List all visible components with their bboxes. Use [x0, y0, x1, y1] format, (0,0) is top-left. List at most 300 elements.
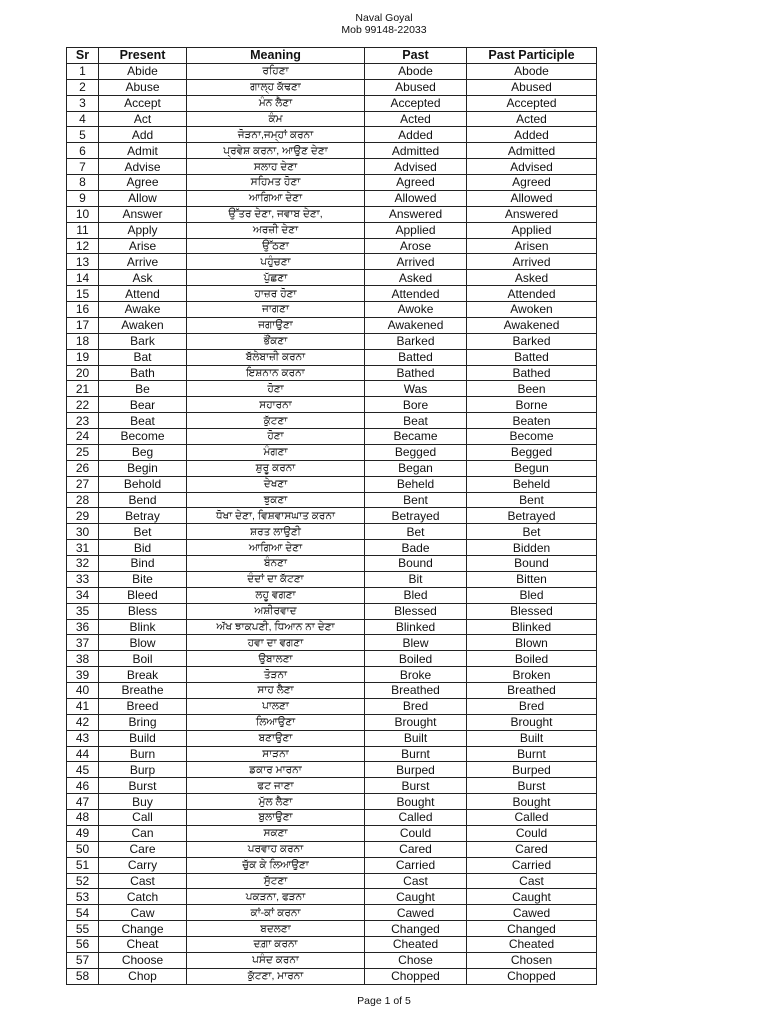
cell-present: Awake [99, 302, 187, 318]
cell-meaning: ਅਰਜ਼ੀ ਦੇਣਾ [187, 222, 365, 238]
cell-past: Advised [365, 159, 467, 175]
cell-meaning: ਬੰਨਣਾ [187, 556, 365, 572]
cell-sr: 5 [67, 127, 99, 143]
cell-sr: 25 [67, 444, 99, 460]
cell-sr: 24 [67, 429, 99, 445]
table-row [67, 556, 597, 572]
table-row [67, 476, 597, 492]
cell-meaning: ਕੁੱਟਣਾ [187, 413, 365, 429]
cell-sr: 33 [67, 571, 99, 587]
header-present: Present [99, 48, 187, 64]
cell-sr: 41 [67, 698, 99, 714]
table-row [67, 905, 597, 921]
table-row [67, 651, 597, 667]
cell-sr: 14 [67, 270, 99, 286]
cell-past-participle: Beheld [467, 476, 597, 492]
cell-sr: 16 [67, 302, 99, 318]
table-row [67, 857, 597, 873]
page-number: Page 1 of 5 [357, 995, 411, 1007]
cell-present: Add [99, 127, 187, 143]
table-row [67, 381, 597, 397]
table-row [67, 524, 597, 540]
cell-present: Burp [99, 762, 187, 778]
cell-meaning: ਪਰਵਾਹ ਕਰਨਾ [187, 841, 365, 857]
table-row [67, 79, 597, 95]
cell-past: Began [365, 460, 467, 476]
table-row [67, 159, 597, 175]
cell-sr: 10 [67, 206, 99, 222]
cell-present: Beg [99, 444, 187, 460]
cell-sr: 30 [67, 524, 99, 540]
cell-past-participle: Begun [467, 460, 597, 476]
cell-meaning: ਅਸ਼ੀਰਵਾਦ [187, 603, 365, 619]
cell-sr: 11 [67, 222, 99, 238]
cell-meaning: ਮੰਗਣਾ [187, 444, 365, 460]
table-row [67, 317, 597, 333]
table-row [67, 889, 597, 905]
cell-past-participle: Agreed [467, 175, 597, 191]
cell-past: Bought [365, 794, 467, 810]
cell-meaning: ਗਾਲ੍ਹ ਕੱਢਣਾ [187, 79, 365, 95]
cell-sr: 49 [67, 825, 99, 841]
cell-past: Cared [365, 841, 467, 857]
cell-past: Abused [365, 79, 467, 95]
cell-past-participle: Blinked [467, 619, 597, 635]
cell-meaning: ਹੋਣਾ [187, 429, 365, 445]
table-row [67, 603, 597, 619]
table-row [67, 413, 597, 429]
cell-present: Build [99, 730, 187, 746]
table-row [67, 238, 597, 254]
cell-present: Cast [99, 873, 187, 889]
cell-meaning: ਫਟ ਜਾਣਾ [187, 778, 365, 794]
cell-present: Care [99, 841, 187, 857]
cell-past: Bade [365, 540, 467, 556]
cell-meaning: ਕੰਮ [187, 111, 365, 127]
cell-meaning: ਸਹਾਰਨਾ [187, 397, 365, 413]
cell-present: Betray [99, 508, 187, 524]
cell-past: Could [365, 825, 467, 841]
cell-past-participle: Begged [467, 444, 597, 460]
cell-meaning: ਉਬਾਲਣਾ [187, 651, 365, 667]
cell-past: Beheld [365, 476, 467, 492]
table-row [67, 635, 597, 651]
cell-past-participle: Chosen [467, 952, 597, 968]
cell-meaning: ਦੰਦਾਂ ਦਾ ਕੱਟਣਾ [187, 571, 365, 587]
table-row [67, 841, 597, 857]
table-row [67, 587, 597, 603]
cell-present: Arise [99, 238, 187, 254]
cell-past: Asked [365, 270, 467, 286]
cell-past-participle: Beaten [467, 413, 597, 429]
cell-past-participle: Bred [467, 698, 597, 714]
cell-meaning: ਕੁੱਟਣਾ, ਮਾਰਨਾ [187, 968, 365, 984]
cell-past-participle: Abused [467, 79, 597, 95]
cell-past: Batted [365, 349, 467, 365]
cell-past: Blew [365, 635, 467, 651]
cell-present: Break [99, 667, 187, 683]
cell-sr: 52 [67, 873, 99, 889]
cell-meaning: ਉੱਤਰ ਦੇਣਾ, ਜਵਾਬ ਦੇਣਾ, [187, 206, 365, 222]
cell-present: Agree [99, 175, 187, 191]
cell-meaning: ਜੋੜਨਾ,ਜਮ੍ਹਾਂ ਕਰਨਾ [187, 127, 365, 143]
cell-sr: 32 [67, 556, 99, 572]
cell-past-participle: Bound [467, 556, 597, 572]
table-row [67, 460, 597, 476]
cell-past-participle: Caught [467, 889, 597, 905]
cell-sr: 43 [67, 730, 99, 746]
cell-present: Bleed [99, 587, 187, 603]
cell-sr: 34 [67, 587, 99, 603]
cell-sr: 3 [67, 95, 99, 111]
cell-past-participle: Blown [467, 635, 597, 651]
table-row [67, 397, 597, 413]
cell-past-participle: Become [467, 429, 597, 445]
cell-meaning: ਪਕੜਨਾ, ਫੜਨਾ [187, 889, 365, 905]
cell-meaning: ਸ਼ੁਰੂ ਕਰਨਾ [187, 460, 365, 476]
cell-past: Applied [365, 222, 467, 238]
cell-meaning: ਲਿਆਉਣਾ [187, 714, 365, 730]
author-mobile: Mob 99148-22033 [341, 24, 427, 36]
cell-meaning: ਹੋਣਾ [187, 381, 365, 397]
cell-past: Answered [365, 206, 467, 222]
cell-sr: 39 [67, 667, 99, 683]
cell-sr: 13 [67, 254, 99, 270]
cell-past-participle: Cared [467, 841, 597, 857]
cell-past-participle: Betrayed [467, 508, 597, 524]
cell-past-participle: Brought [467, 714, 597, 730]
cell-meaning: ਬਦਲਣਾ [187, 921, 365, 937]
verb-table [66, 47, 597, 985]
cell-past: Bore [365, 397, 467, 413]
cell-past-participle: Accepted [467, 95, 597, 111]
cell-sr: 1 [67, 63, 99, 79]
cell-past: Called [365, 810, 467, 826]
cell-meaning: ਸਾਹ ਲੈਣਾ [187, 683, 365, 699]
cell-past-participle: Bought [467, 794, 597, 810]
cell-past-participle: Could [467, 825, 597, 841]
cell-past-participle: Cast [467, 873, 597, 889]
cell-present: Burn [99, 746, 187, 762]
cell-past: Chopped [365, 968, 467, 984]
cell-meaning: ਹਾਜ਼ਰ ਹੋਣਾ [187, 286, 365, 302]
cell-present: Boil [99, 651, 187, 667]
cell-sr: 36 [67, 619, 99, 635]
cell-meaning: ਝੁਕਣਾ [187, 492, 365, 508]
cell-past-participle: Awakened [467, 317, 597, 333]
cell-present: Beat [99, 413, 187, 429]
cell-past-participle: Added [467, 127, 597, 143]
cell-past-participle: Attended [467, 286, 597, 302]
table-row [67, 762, 597, 778]
cell-meaning: ਪਾਲਣਾ [187, 698, 365, 714]
cell-past: Bled [365, 587, 467, 603]
cell-past: Beat [365, 413, 467, 429]
cell-past: Arose [365, 238, 467, 254]
cell-meaning: ਅੱਖ ਝਾਕਪਣੀ, ਧਿਆਨ ਨਾ ਦੇਣਾ [187, 619, 365, 635]
cell-past: Acted [365, 111, 467, 127]
cell-sr: 46 [67, 778, 99, 794]
table-row [67, 778, 597, 794]
table-row [67, 111, 597, 127]
cell-past: Carried [365, 857, 467, 873]
cell-past-participle: Burped [467, 762, 597, 778]
cell-past: Bred [365, 698, 467, 714]
cell-meaning: ਭੌਂਕਣਾ [187, 333, 365, 349]
cell-present: Bind [99, 556, 187, 572]
cell-present: Change [99, 921, 187, 937]
table-row [67, 952, 597, 968]
table-row [67, 683, 597, 699]
cell-present: Breathe [99, 683, 187, 699]
cell-meaning: ਆਗਿਆ ਦੇਣਾ [187, 190, 365, 206]
cell-meaning: ਜਗਾਉਣਾ [187, 317, 365, 333]
cell-past: Caught [365, 889, 467, 905]
cell-sr: 27 [67, 476, 99, 492]
cell-past-participle: Bitten [467, 571, 597, 587]
cell-sr: 17 [67, 317, 99, 333]
table-row [67, 175, 597, 191]
cell-present: Choose [99, 952, 187, 968]
table-row [67, 968, 597, 984]
table-row [67, 286, 597, 302]
cell-past-participle: Answered [467, 206, 597, 222]
page-footer [0, 995, 768, 1007]
cell-past-participle: Arrived [467, 254, 597, 270]
cell-sr: 6 [67, 143, 99, 159]
cell-past-participle: Abode [467, 63, 597, 79]
cell-past: Allowed [365, 190, 467, 206]
cell-sr: 40 [67, 683, 99, 699]
cell-past: Became [365, 429, 467, 445]
cell-present: Blink [99, 619, 187, 635]
cell-past: Betrayed [365, 508, 467, 524]
cell-present: Apply [99, 222, 187, 238]
table-row [67, 365, 597, 381]
cell-sr: 54 [67, 905, 99, 921]
cell-present: Answer [99, 206, 187, 222]
cell-meaning: ਰਹਿਣਾ [187, 63, 365, 79]
cell-past: Accepted [365, 95, 467, 111]
cell-present: Accept [99, 95, 187, 111]
cell-past: Attended [365, 286, 467, 302]
cell-sr: 57 [67, 952, 99, 968]
table-row [67, 95, 597, 111]
cell-present: Catch [99, 889, 187, 905]
cell-present: Attend [99, 286, 187, 302]
table-row [67, 127, 597, 143]
cell-sr: 12 [67, 238, 99, 254]
cell-past: Added [365, 127, 467, 143]
cell-present: Begin [99, 460, 187, 476]
cell-meaning: ਬੱਲੇਬਾਜ਼ੀ ਕਰਨਾ [187, 349, 365, 365]
cell-past-participle: Allowed [467, 190, 597, 206]
cell-present: Behold [99, 476, 187, 492]
cell-past: Agreed [365, 175, 467, 191]
cell-sr: 37 [67, 635, 99, 651]
cell-meaning: ਦੇਖਣਾ [187, 476, 365, 492]
cell-meaning: ਪੁੱਛਣਾ [187, 270, 365, 286]
cell-past: Brought [365, 714, 467, 730]
cell-sr: 31 [67, 540, 99, 556]
cell-past-participle: Bidden [467, 540, 597, 556]
cell-present: Bark [99, 333, 187, 349]
cell-past: Burst [365, 778, 467, 794]
table-row [67, 508, 597, 524]
cell-past-participle: Burnt [467, 746, 597, 762]
cell-present: Call [99, 810, 187, 826]
cell-meaning: ਪ੍ਰਵੇਸ਼ ਕਰਨਾ, ਆਉਣ ਦੇਣਾ [187, 143, 365, 159]
cell-past: Cheated [365, 937, 467, 953]
cell-present: Bat [99, 349, 187, 365]
cell-meaning: ਹਵਾ ਦਾ ਵਗਣਾ [187, 635, 365, 651]
cell-meaning: ਉੱਠਣਾ [187, 238, 365, 254]
cell-meaning: ਕਾਂ-ਕਾਂ ਕਰਨਾ [187, 905, 365, 921]
cell-past: Cast [365, 873, 467, 889]
cell-past-participle: Carried [467, 857, 597, 873]
cell-sr: 29 [67, 508, 99, 524]
verb-table-container [66, 47, 597, 985]
cell-meaning: ਡਕਾਰ ਮਾਰਨਾ [187, 762, 365, 778]
table-row [67, 714, 597, 730]
cell-meaning: ਸੁੱਟਣਾ [187, 873, 365, 889]
table-row [67, 794, 597, 810]
cell-meaning: ਧੋਖਾ ਦੇਣਾ, ਵਿਸ਼ਵਾਸਘਾਤ ਕਰਨਾ [187, 508, 365, 524]
cell-past: Abode [365, 63, 467, 79]
cell-past: Chose [365, 952, 467, 968]
cell-meaning: ਪਸੰਦ ਕਰਨਾ [187, 952, 365, 968]
cell-sr: 50 [67, 841, 99, 857]
cell-sr: 19 [67, 349, 99, 365]
cell-sr: 55 [67, 921, 99, 937]
cell-present: Bath [99, 365, 187, 381]
cell-past: Was [365, 381, 467, 397]
cell-sr: 44 [67, 746, 99, 762]
cell-past-participle: Admitted [467, 143, 597, 159]
table-row [67, 825, 597, 841]
table-row [67, 937, 597, 953]
cell-past: Breathed [365, 683, 467, 699]
cell-past: Blinked [365, 619, 467, 635]
cell-sr: 18 [67, 333, 99, 349]
table-row [67, 571, 597, 587]
cell-sr: 26 [67, 460, 99, 476]
table-row [67, 810, 597, 826]
cell-past-participle: Changed [467, 921, 597, 937]
cell-past-participle: Bathed [467, 365, 597, 381]
cell-present: Carry [99, 857, 187, 873]
cell-past-participle: Barked [467, 333, 597, 349]
cell-meaning: ਸਾੜਨਾ [187, 746, 365, 762]
cell-present: Breed [99, 698, 187, 714]
table-row [67, 143, 597, 159]
table-row [67, 444, 597, 460]
cell-past-participle: Borne [467, 397, 597, 413]
cell-sr: 56 [67, 937, 99, 953]
cell-past-participle: Awoken [467, 302, 597, 318]
cell-meaning: ਬੁਲਾਉਣਾ [187, 810, 365, 826]
cell-sr: 38 [67, 651, 99, 667]
header-past: Past [365, 48, 467, 64]
cell-meaning: ਸਕਣਾ [187, 825, 365, 841]
cell-present: Be [99, 381, 187, 397]
cell-past-participle: Blessed [467, 603, 597, 619]
cell-meaning: ਮੰਨ ਲੈਣਾ [187, 95, 365, 111]
cell-present: Blow [99, 635, 187, 651]
cell-past: Changed [365, 921, 467, 937]
cell-sr: 7 [67, 159, 99, 175]
header-meaning: Meaning [187, 48, 365, 64]
table-header-row [67, 48, 597, 64]
cell-past-participle: Acted [467, 111, 597, 127]
cell-past-participle: Applied [467, 222, 597, 238]
cell-past-participle: Arisen [467, 238, 597, 254]
table-row [67, 349, 597, 365]
cell-past-participle: Broken [467, 667, 597, 683]
cell-present: Buy [99, 794, 187, 810]
cell-sr: 47 [67, 794, 99, 810]
cell-present: Bid [99, 540, 187, 556]
cell-present: Admit [99, 143, 187, 159]
cell-meaning: ਲਹੂ ਵਗਣਾ [187, 587, 365, 603]
cell-past: Broke [365, 667, 467, 683]
cell-sr: 28 [67, 492, 99, 508]
cell-sr: 20 [67, 365, 99, 381]
table-row [67, 63, 597, 79]
table-row [67, 730, 597, 746]
cell-past: Boiled [365, 651, 467, 667]
table-row [67, 619, 597, 635]
table-row [67, 254, 597, 270]
cell-past: Arrived [365, 254, 467, 270]
cell-past: Begged [365, 444, 467, 460]
cell-present: Become [99, 429, 187, 445]
cell-sr: 21 [67, 381, 99, 397]
cell-past-participle: Bled [467, 587, 597, 603]
cell-past: Awoke [365, 302, 467, 318]
table-row [67, 873, 597, 889]
cell-past-participle: Chopped [467, 968, 597, 984]
table-row [67, 206, 597, 222]
cell-past-participle: Been [467, 381, 597, 397]
header-past-participle: Past Participle [467, 48, 597, 64]
cell-present: Can [99, 825, 187, 841]
cell-meaning: ਜਾਗਣਾ [187, 302, 365, 318]
cell-meaning: ਆਗਿਆ ਦੇਣਾ [187, 540, 365, 556]
cell-present: Awaken [99, 317, 187, 333]
cell-present: Bring [99, 714, 187, 730]
cell-past-participle: Advised [467, 159, 597, 175]
header-sr: Sr [67, 48, 99, 64]
cell-past-participle: Cheated [467, 937, 597, 953]
cell-present: Advise [99, 159, 187, 175]
cell-meaning: ਪਹੁੰਚਣਾ [187, 254, 365, 270]
table-row [67, 540, 597, 556]
cell-sr: 9 [67, 190, 99, 206]
cell-present: Bless [99, 603, 187, 619]
cell-past: Bound [365, 556, 467, 572]
cell-meaning: ਇਸ਼ਨਾਨ ਕਰਨਾ [187, 365, 365, 381]
cell-sr: 15 [67, 286, 99, 302]
cell-sr: 42 [67, 714, 99, 730]
cell-past: Bit [365, 571, 467, 587]
cell-past: Bet [365, 524, 467, 540]
cell-past-participle: Cawed [467, 905, 597, 921]
cell-present: Caw [99, 905, 187, 921]
table-row [67, 698, 597, 714]
cell-present: Abuse [99, 79, 187, 95]
cell-past-participle: Burst [467, 778, 597, 794]
